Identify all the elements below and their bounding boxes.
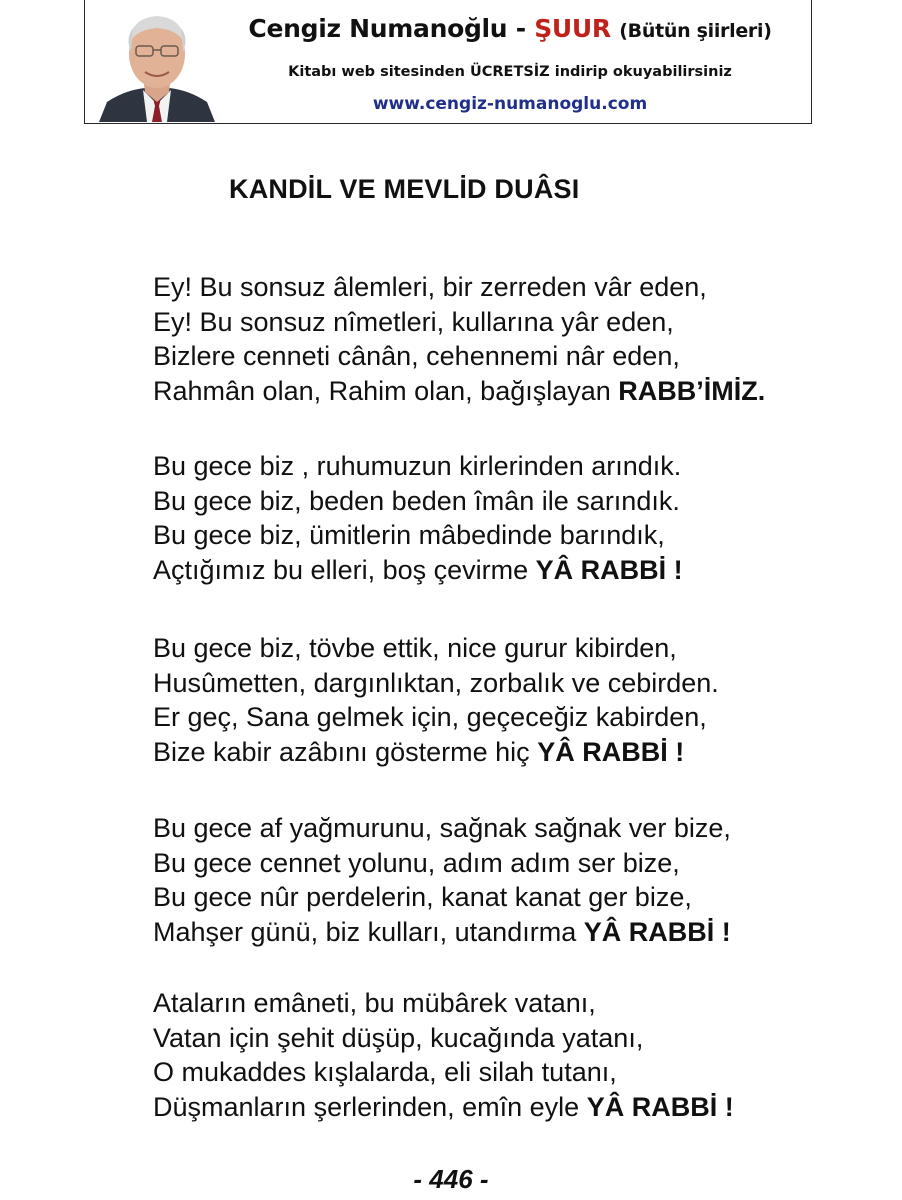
poem-line: O mukaddes kışlalarda, eli silah tutanı,: [153, 1057, 617, 1087]
poem-line: Bu gece cennet yolunu, adım adım ser bize,: [153, 847, 680, 878]
poem-title: KANDİL VE MEVLİD DUÂSI: [229, 174, 580, 204]
poem-line: Ey! Bu sonsuz âlemleri, bir zerreden vâr eden,: [153, 272, 707, 302]
stanza-3: [153, 631, 873, 769]
poem-line: Er geç, Sana gelmek için, geçeceğiz kabirden,: [153, 702, 707, 732]
poem-line: Ey! Bu sonsuz nîmetleri, kullarına yâr eden,: [153, 306, 674, 337]
poem-line: Husûmetten, dargınlıktan, zorbalık ve cebirden.: [153, 667, 719, 698]
author-portrait: [95, 2, 219, 122]
refrain: RABB’İMİZ.: [618, 375, 766, 406]
poem-line: Mahşer günü, biz kulları, utandırma YÂ RABBİ !: [153, 916, 731, 947]
book-note: (Bütün şiirleri): [619, 20, 772, 42]
header-banner: [84, 0, 812, 124]
poem-line: Bu gece biz, ümitlerin mâbedinde barındık,: [153, 520, 665, 550]
website-link[interactable]: www.cengiz-numanoglu.com: [372, 94, 648, 114]
header-subtitle: Kitabı web sitesinden ÜCRETSİZ indirip okuyabilirsiniz: [288, 64, 732, 80]
poem-line: Bu gece biz, beden beden îmân ile sarındık.: [153, 485, 680, 516]
poem-line: Bu gece biz , ruhumuzun kirlerinden arındık.: [153, 451, 682, 481]
poem-line: Rahmân olan, Rahim olan, bağışlayan RABB’İMİZ.: [153, 375, 766, 406]
refrain: YÂ RABBİ !: [583, 916, 731, 947]
poem-line: Ataların emâneti, bu mübârek vatanı,: [153, 988, 596, 1018]
poem-line: Düşmanların şerlerinden, emîn eyle YÂ RABBİ !: [153, 1091, 734, 1122]
poem-line: Açtığımız bu elleri, boş çevirme YÂ RABBİ !: [153, 554, 683, 585]
stanza-2: [153, 449, 873, 587]
stanza-1: [153, 270, 873, 408]
refrain: YÂ RABBİ !: [535, 554, 683, 585]
poem-line: Bize kabir azâbını gösterme hiç YÂ RABBİ !: [153, 736, 685, 767]
poem-line: Bizlere cenneti cânân, cehennemi nâr eden,: [153, 341, 680, 371]
poem-line: Bu gece nûr perdelerin, kanat kanat ger bize,: [153, 882, 692, 912]
header-title: [215, 14, 805, 43]
refrain: YÂ RABBİ !: [586, 1091, 734, 1122]
page-number: - 446 -: [413, 1164, 489, 1194]
author-name: Cengiz Numanoğlu: [248, 14, 508, 43]
stanza-4: [153, 811, 873, 949]
refrain: YÂ RABBİ !: [537, 736, 685, 767]
poem-line: Bu gece biz, tövbe ettik, nice gurur kibirden,: [153, 633, 677, 663]
book-name: ŞUUR: [534, 14, 611, 43]
stanza-5: [153, 986, 873, 1124]
title-dash: -: [507, 14, 535, 43]
poem-line: Bu gece af yağmurunu, sağnak sağnak ver bize,: [153, 813, 731, 843]
poem-line: Vatan için şehit düşüp, kucağında yatanı,: [153, 1022, 644, 1053]
